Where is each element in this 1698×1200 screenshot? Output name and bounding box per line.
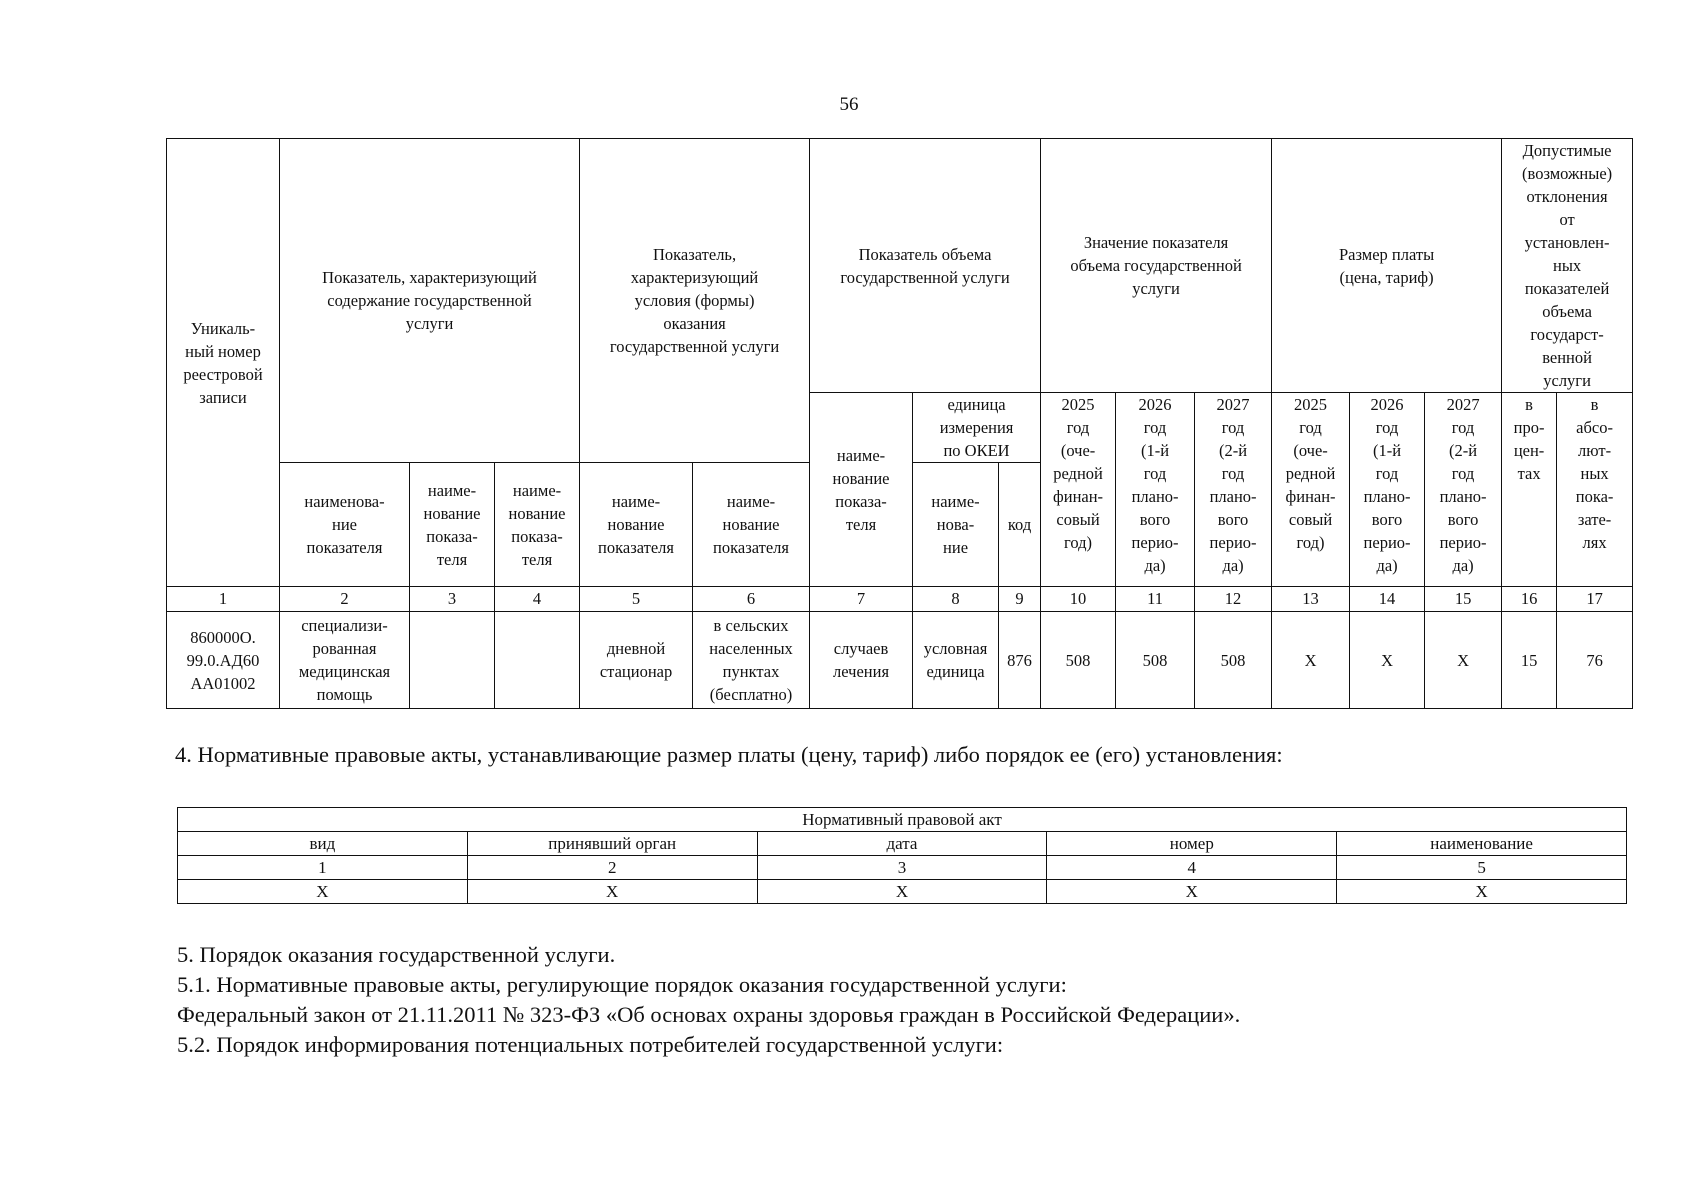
- cell-deviation-absolute: 76: [1557, 612, 1633, 709]
- sub-unit-name: наиме- нова- ние: [913, 463, 999, 587]
- column-number: 3: [757, 856, 1047, 880]
- cell-unit-code: 876: [999, 612, 1041, 709]
- sub-indicator-name: наиме- нование показа- теля: [810, 393, 913, 587]
- sub-content-name-1: наименова- ние показателя: [280, 463, 410, 587]
- acts-cell: X: [467, 880, 757, 904]
- column-number: 1: [167, 587, 280, 612]
- section-5-1: 5.1. Нормативные правовые акты, регулирующие порядок оказания государственной услуги:: [177, 972, 1067, 997]
- header-volume-indicator: Показатель объема государственной услуги: [810, 139, 1041, 393]
- sub-value-2025: 2025 год (оче- редной финан- совый год): [1041, 393, 1116, 587]
- sub-fee-2025: 2025 год (оче- редной финан- совый год): [1272, 393, 1350, 587]
- acts-cell: X: [178, 880, 468, 904]
- sub-unit-code: код: [999, 463, 1041, 587]
- cell-unit-name: условная единица: [913, 612, 999, 709]
- column-number: 16: [1502, 587, 1557, 612]
- sub-content-name-2: наиме- нование показа- теля: [410, 463, 495, 587]
- acts-cell: X: [1337, 880, 1627, 904]
- acts-table-title: Нормативный правовой акт: [178, 808, 1627, 832]
- column-number: 1: [178, 856, 468, 880]
- column-number: 4: [1047, 856, 1337, 880]
- acts-header-type: вид: [178, 832, 468, 856]
- sub-content-name-3: наиме- нование показа- теля: [495, 463, 580, 587]
- legal-acts-table: [177, 807, 1627, 904]
- sub-fee-2026: 2026 год (1-й год плано- вого перио- да): [1350, 393, 1425, 587]
- sub-deviation-percent: в про- цен- тах: [1502, 393, 1557, 587]
- acts-header-date: дата: [757, 832, 1047, 856]
- acts-header-row: [178, 832, 1627, 856]
- cell-value-2026: 508: [1116, 612, 1195, 709]
- column-number: 11: [1116, 587, 1195, 612]
- acts-header-name: наименование: [1337, 832, 1627, 856]
- acts-header-number: номер: [1047, 832, 1337, 856]
- cell-indicator-name: случаев лечения: [810, 612, 913, 709]
- column-number: 2: [280, 587, 410, 612]
- cell-fee-2027: X: [1425, 612, 1502, 709]
- cell-deviation-percent: 15: [1502, 612, 1557, 709]
- service-volume-table: [166, 138, 1633, 709]
- column-number: 13: [1272, 587, 1350, 612]
- cell-content-1: специализи- рованная медицинская помощь: [280, 612, 410, 709]
- column-number: 10: [1041, 587, 1116, 612]
- header-deviation: Допустимые (возможные) отклонения от установлен- ных показателей объема государст- венной услуги: [1502, 139, 1633, 393]
- acts-header-issuer: принявший орган: [467, 832, 757, 856]
- section-4-heading: 4. Нормативные правовые акты, устанавливающие размер платы (цену, тариф) либо порядок ее (его) установления:: [175, 742, 1283, 767]
- acts-cell: X: [1047, 880, 1337, 904]
- column-number: 7: [810, 587, 913, 612]
- column-number: 12: [1195, 587, 1272, 612]
- table-row: [178, 880, 1627, 904]
- sub-value-2027: 2027 год (2-й год плано- вого перио- да): [1195, 393, 1272, 587]
- column-number: 17: [1557, 587, 1633, 612]
- table-row: [167, 612, 1633, 709]
- column-number: 9: [999, 587, 1041, 612]
- section-5-1-law: Федеральный закон от 21.11.2011 № 323-ФЗ «Об основах охраны здоровья граждан в Российской Федерации».: [177, 1002, 1241, 1027]
- column-number: 3: [410, 587, 495, 612]
- page-number: 56: [839, 94, 859, 115]
- sub-conditions-name-1: наиме- нование показателя: [580, 463, 693, 587]
- header-content-indicator: Показатель, характеризующий содержание государственной услуги: [280, 139, 580, 463]
- sub-deviation-absolute: в абсо- лют- ных пока- зате- лях: [1557, 393, 1633, 587]
- sub-value-2026: 2026 год (1-й год плано- вого перио- да): [1116, 393, 1195, 587]
- cell-conditions-1: дневной стационар: [580, 612, 693, 709]
- sub-conditions-name-2: наиме- нование показателя: [693, 463, 810, 587]
- column-number: 6: [693, 587, 810, 612]
- header-fee: Размер платы (цена, тариф): [1272, 139, 1502, 393]
- sub-fee-2027: 2027 год (2-й год плано- вого перио- да): [1425, 393, 1502, 587]
- sub-unit-okei: единица измерения по ОКЕИ: [913, 393, 1041, 463]
- column-number: 2: [467, 856, 757, 880]
- column-number: 4: [495, 587, 580, 612]
- section-5-heading: 5. Порядок оказания государственной услуги.: [177, 942, 616, 967]
- cell-value-2025: 508: [1041, 612, 1116, 709]
- column-number: 5: [580, 587, 693, 612]
- cell-conditions-2: в сельских населенных пунктах (бесплатно): [693, 612, 810, 709]
- column-number-row: [167, 587, 1633, 612]
- section-5: [177, 940, 1617, 1060]
- header-volume-value: Значение показателя объема государственной услуги: [1041, 139, 1272, 393]
- acts-number-row: [178, 856, 1627, 880]
- cell-content-2: [410, 612, 495, 709]
- cell-value-2027: 508: [1195, 612, 1272, 709]
- column-number: 14: [1350, 587, 1425, 612]
- section-5-2: 5.2. Порядок информирования потенциальных потребителей государственной услуги:: [177, 1032, 1004, 1057]
- cell-unique-number: 860000О. 99.0.АД60 АА01002: [167, 612, 280, 709]
- column-number: 15: [1425, 587, 1502, 612]
- cell-fee-2025: X: [1272, 612, 1350, 709]
- acts-cell: X: [757, 880, 1047, 904]
- header-unique-number: Уникаль- ный номер реестровой записи: [167, 139, 280, 587]
- header-conditions-indicator: Показатель, характеризующий условия (формы) оказания государственной услуги: [580, 139, 810, 463]
- cell-fee-2026: X: [1350, 612, 1425, 709]
- cell-content-3: [495, 612, 580, 709]
- column-number: 5: [1337, 856, 1627, 880]
- column-number: 8: [913, 587, 999, 612]
